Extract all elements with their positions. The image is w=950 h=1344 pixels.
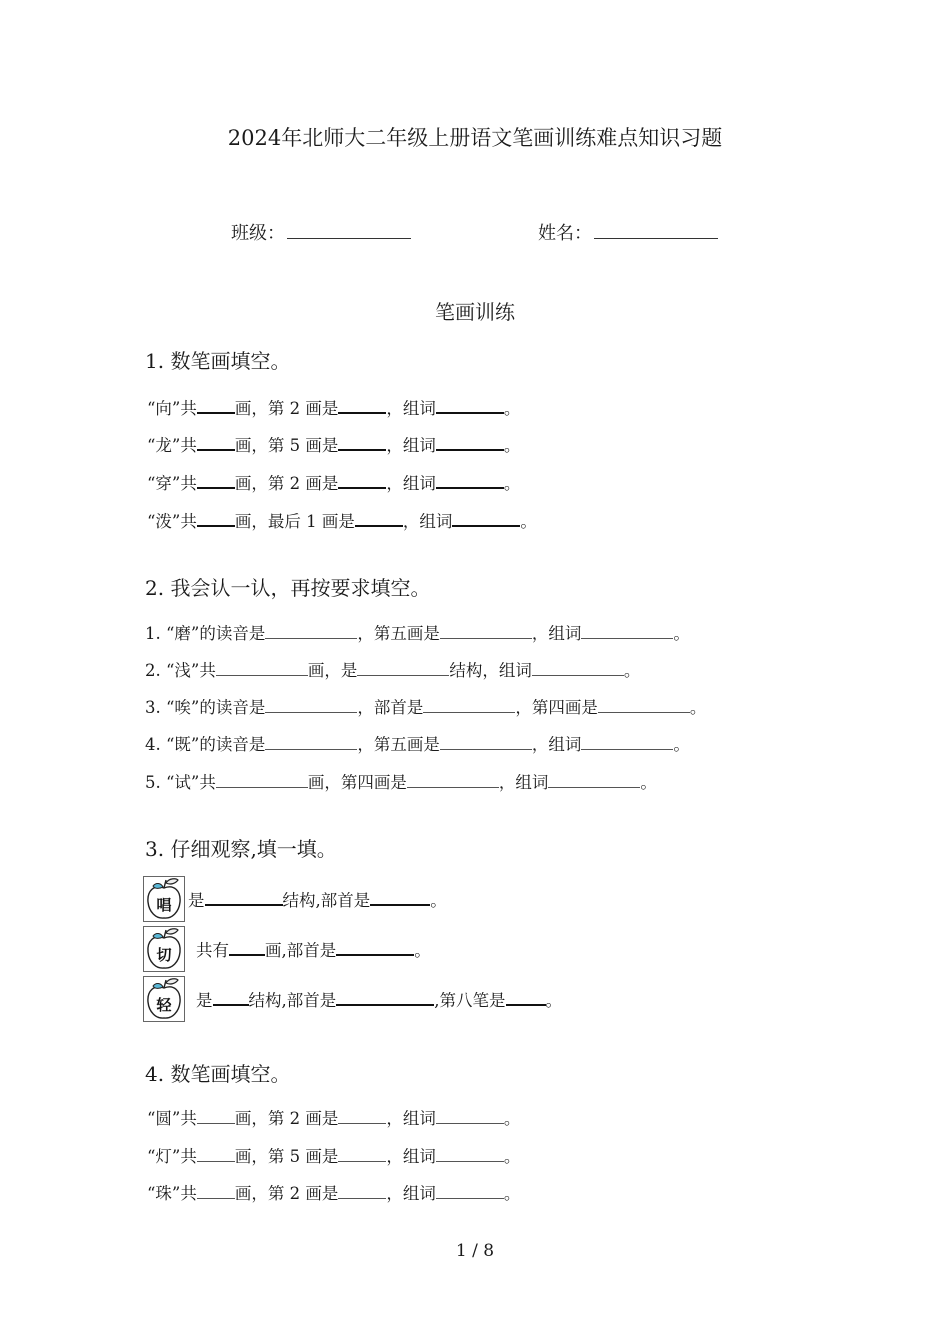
blank[interactable] xyxy=(436,412,504,414)
row-text: 。 xyxy=(414,941,431,960)
row-text: ，第五画是 xyxy=(357,735,440,754)
q2-row xyxy=(145,657,640,681)
page-title: 2024年北师大二年级上册语文笔画训练难点知识习题 xyxy=(227,126,723,150)
blank[interactable] xyxy=(338,449,386,451)
apple-char: 轻 xyxy=(156,996,172,1014)
q4-row xyxy=(147,1180,520,1204)
class-label: 班级： xyxy=(231,223,285,244)
row-text: ，部首是 xyxy=(357,698,424,717)
row-text: 。 xyxy=(623,661,641,680)
q2-heading: 2. 我会认一认，再按要求填空。 xyxy=(145,576,431,600)
blank[interactable] xyxy=(370,904,430,906)
blank[interactable] xyxy=(338,1161,386,1162)
row-text: 画，第 2 画是 xyxy=(234,1109,339,1128)
row-text: 。 xyxy=(503,474,521,493)
apple-icon xyxy=(143,876,185,922)
row-text: 。 xyxy=(689,698,707,717)
blank[interactable] xyxy=(197,1123,235,1124)
blank[interactable] xyxy=(357,675,449,676)
blank[interactable] xyxy=(532,675,624,676)
blank[interactable] xyxy=(423,712,515,713)
row-text: 3. “唉”的读音是 xyxy=(145,698,266,717)
q1-row xyxy=(147,395,520,419)
row-text: ，组词 xyxy=(386,436,436,455)
row-text: ，第四画是 xyxy=(515,698,598,717)
blank[interactable] xyxy=(197,487,235,489)
blank[interactable] xyxy=(197,1161,235,1162)
row-text: 。 xyxy=(503,1109,521,1128)
row-text: 是 xyxy=(188,891,205,910)
blank[interactable] xyxy=(436,449,504,451)
row-text: “珠”共 xyxy=(147,1184,197,1203)
row-text: 5. “试”共 xyxy=(145,773,216,792)
section-title: 笔画训练 xyxy=(435,300,515,324)
apple-char: 切 xyxy=(156,946,172,964)
blank[interactable] xyxy=(355,525,403,527)
row-text: ，组词 xyxy=(386,474,436,493)
name-field xyxy=(538,219,718,245)
q4-heading: 4. 数笔画填空。 xyxy=(145,1062,291,1086)
class-field xyxy=(231,219,411,245)
row-text: 共有 xyxy=(196,941,229,960)
row-text: 。 xyxy=(503,436,521,455)
q1-heading: 1. 数笔画填空。 xyxy=(145,349,291,373)
page-number: 1 / 8 xyxy=(455,1241,495,1261)
blank[interactable] xyxy=(440,638,532,639)
row-text: ，组词 xyxy=(386,1184,436,1203)
blank[interactable] xyxy=(581,638,673,639)
row-text: 画,部首是 xyxy=(265,941,337,960)
row-text: 。 xyxy=(503,399,521,418)
apple-icon xyxy=(143,926,185,972)
row-text: “泼”共 xyxy=(147,512,197,531)
blank[interactable] xyxy=(436,1198,504,1199)
blank[interactable] xyxy=(197,449,235,451)
blank[interactable] xyxy=(197,525,235,527)
blank[interactable] xyxy=(336,954,414,956)
q1-row xyxy=(147,508,537,532)
row-text: “圆”共 xyxy=(147,1109,197,1128)
blank[interactable] xyxy=(213,1004,249,1006)
blank[interactable] xyxy=(436,1123,504,1124)
blank[interactable] xyxy=(205,904,283,906)
row-text: 画，最后 1 画是 xyxy=(234,512,355,531)
row-text: 。 xyxy=(503,1184,521,1203)
blank[interactable] xyxy=(336,1004,434,1006)
row-text: ，组词 xyxy=(386,1147,436,1166)
row-text: 是 xyxy=(196,991,213,1010)
row-text: 画，是 xyxy=(307,661,358,680)
class-blank[interactable] xyxy=(287,237,411,239)
row-text: 。 xyxy=(520,512,537,531)
row-text: “向”共 xyxy=(147,399,197,418)
row-text: ，组词 xyxy=(402,512,453,531)
row-text: “龙”共 xyxy=(147,436,197,455)
row-text: 。 xyxy=(640,773,657,792)
blank[interactable] xyxy=(216,675,308,676)
q1-row xyxy=(147,432,520,456)
blank[interactable] xyxy=(229,954,265,956)
row-text: ，组词 xyxy=(531,624,582,643)
blank[interactable] xyxy=(440,749,532,750)
q3-row xyxy=(196,987,562,1011)
row-text: 画，第 2 画是 xyxy=(234,474,339,493)
name-blank[interactable] xyxy=(594,237,718,239)
q4-row xyxy=(147,1105,520,1129)
row-text: 。 xyxy=(503,1147,521,1166)
row-text: 画，第 2 画是 xyxy=(234,1184,339,1203)
row-text: “灯”共 xyxy=(147,1147,197,1166)
apple-char: 唱 xyxy=(156,896,172,914)
blank[interactable] xyxy=(598,712,690,713)
blank[interactable] xyxy=(265,712,357,713)
row-text: ,第八笔是 xyxy=(434,991,506,1010)
row-text: 画，第 5 画是 xyxy=(234,436,339,455)
blank[interactable] xyxy=(265,749,357,750)
row-text: ，组词 xyxy=(386,399,436,418)
row-text: ，第五画是 xyxy=(357,624,440,643)
row-text: 结构，组词 xyxy=(449,661,532,680)
row-text: 2. “浅”共 xyxy=(145,661,216,680)
blank[interactable] xyxy=(407,787,499,788)
blank[interactable] xyxy=(452,525,520,527)
blank[interactable] xyxy=(338,1198,386,1199)
q4-row xyxy=(147,1143,520,1167)
row-text: 。 xyxy=(673,624,690,643)
blank[interactable] xyxy=(197,412,235,414)
row-text: 。 xyxy=(673,735,690,754)
name-label: 姓名： xyxy=(538,223,592,244)
row-text: 。 xyxy=(545,991,562,1010)
blank[interactable] xyxy=(548,787,640,788)
q1-row xyxy=(147,470,520,494)
blank[interactable] xyxy=(436,487,504,489)
q3-heading: 3. 仔细观察,填一填。 xyxy=(145,837,337,861)
row-text: ，组词 xyxy=(531,735,582,754)
blank[interactable] xyxy=(338,487,386,489)
q3-row xyxy=(196,937,431,961)
blank[interactable] xyxy=(338,412,386,414)
blank[interactable] xyxy=(216,787,308,788)
row-text: 画，第 2 画是 xyxy=(234,399,339,418)
q2-row xyxy=(145,731,690,755)
blank[interactable] xyxy=(581,749,673,750)
row-text: ，组词 xyxy=(498,773,549,792)
q3-row xyxy=(188,887,447,911)
apple-icon xyxy=(143,976,185,1022)
blank[interactable] xyxy=(265,638,357,639)
row-text: 画，第 5 画是 xyxy=(234,1147,339,1166)
blank[interactable] xyxy=(197,1198,235,1199)
row-text: “穿”共 xyxy=(147,474,197,493)
blank[interactable] xyxy=(338,1123,386,1124)
blank[interactable] xyxy=(436,1161,504,1162)
row-text: 结构,部首是 xyxy=(248,991,337,1010)
q2-row xyxy=(145,694,706,718)
row-text: 结构,部首是 xyxy=(282,891,371,910)
row-text: ，组词 xyxy=(386,1109,436,1128)
q2-row xyxy=(145,620,690,644)
row-text: 1. “磨”的读音是 xyxy=(145,624,266,643)
row-text: 画，第四画是 xyxy=(307,773,407,792)
row-text: 。 xyxy=(430,891,447,910)
blank[interactable] xyxy=(506,1004,546,1006)
q2-row xyxy=(145,769,657,793)
row-text: 4. “既”的读音是 xyxy=(145,735,266,754)
